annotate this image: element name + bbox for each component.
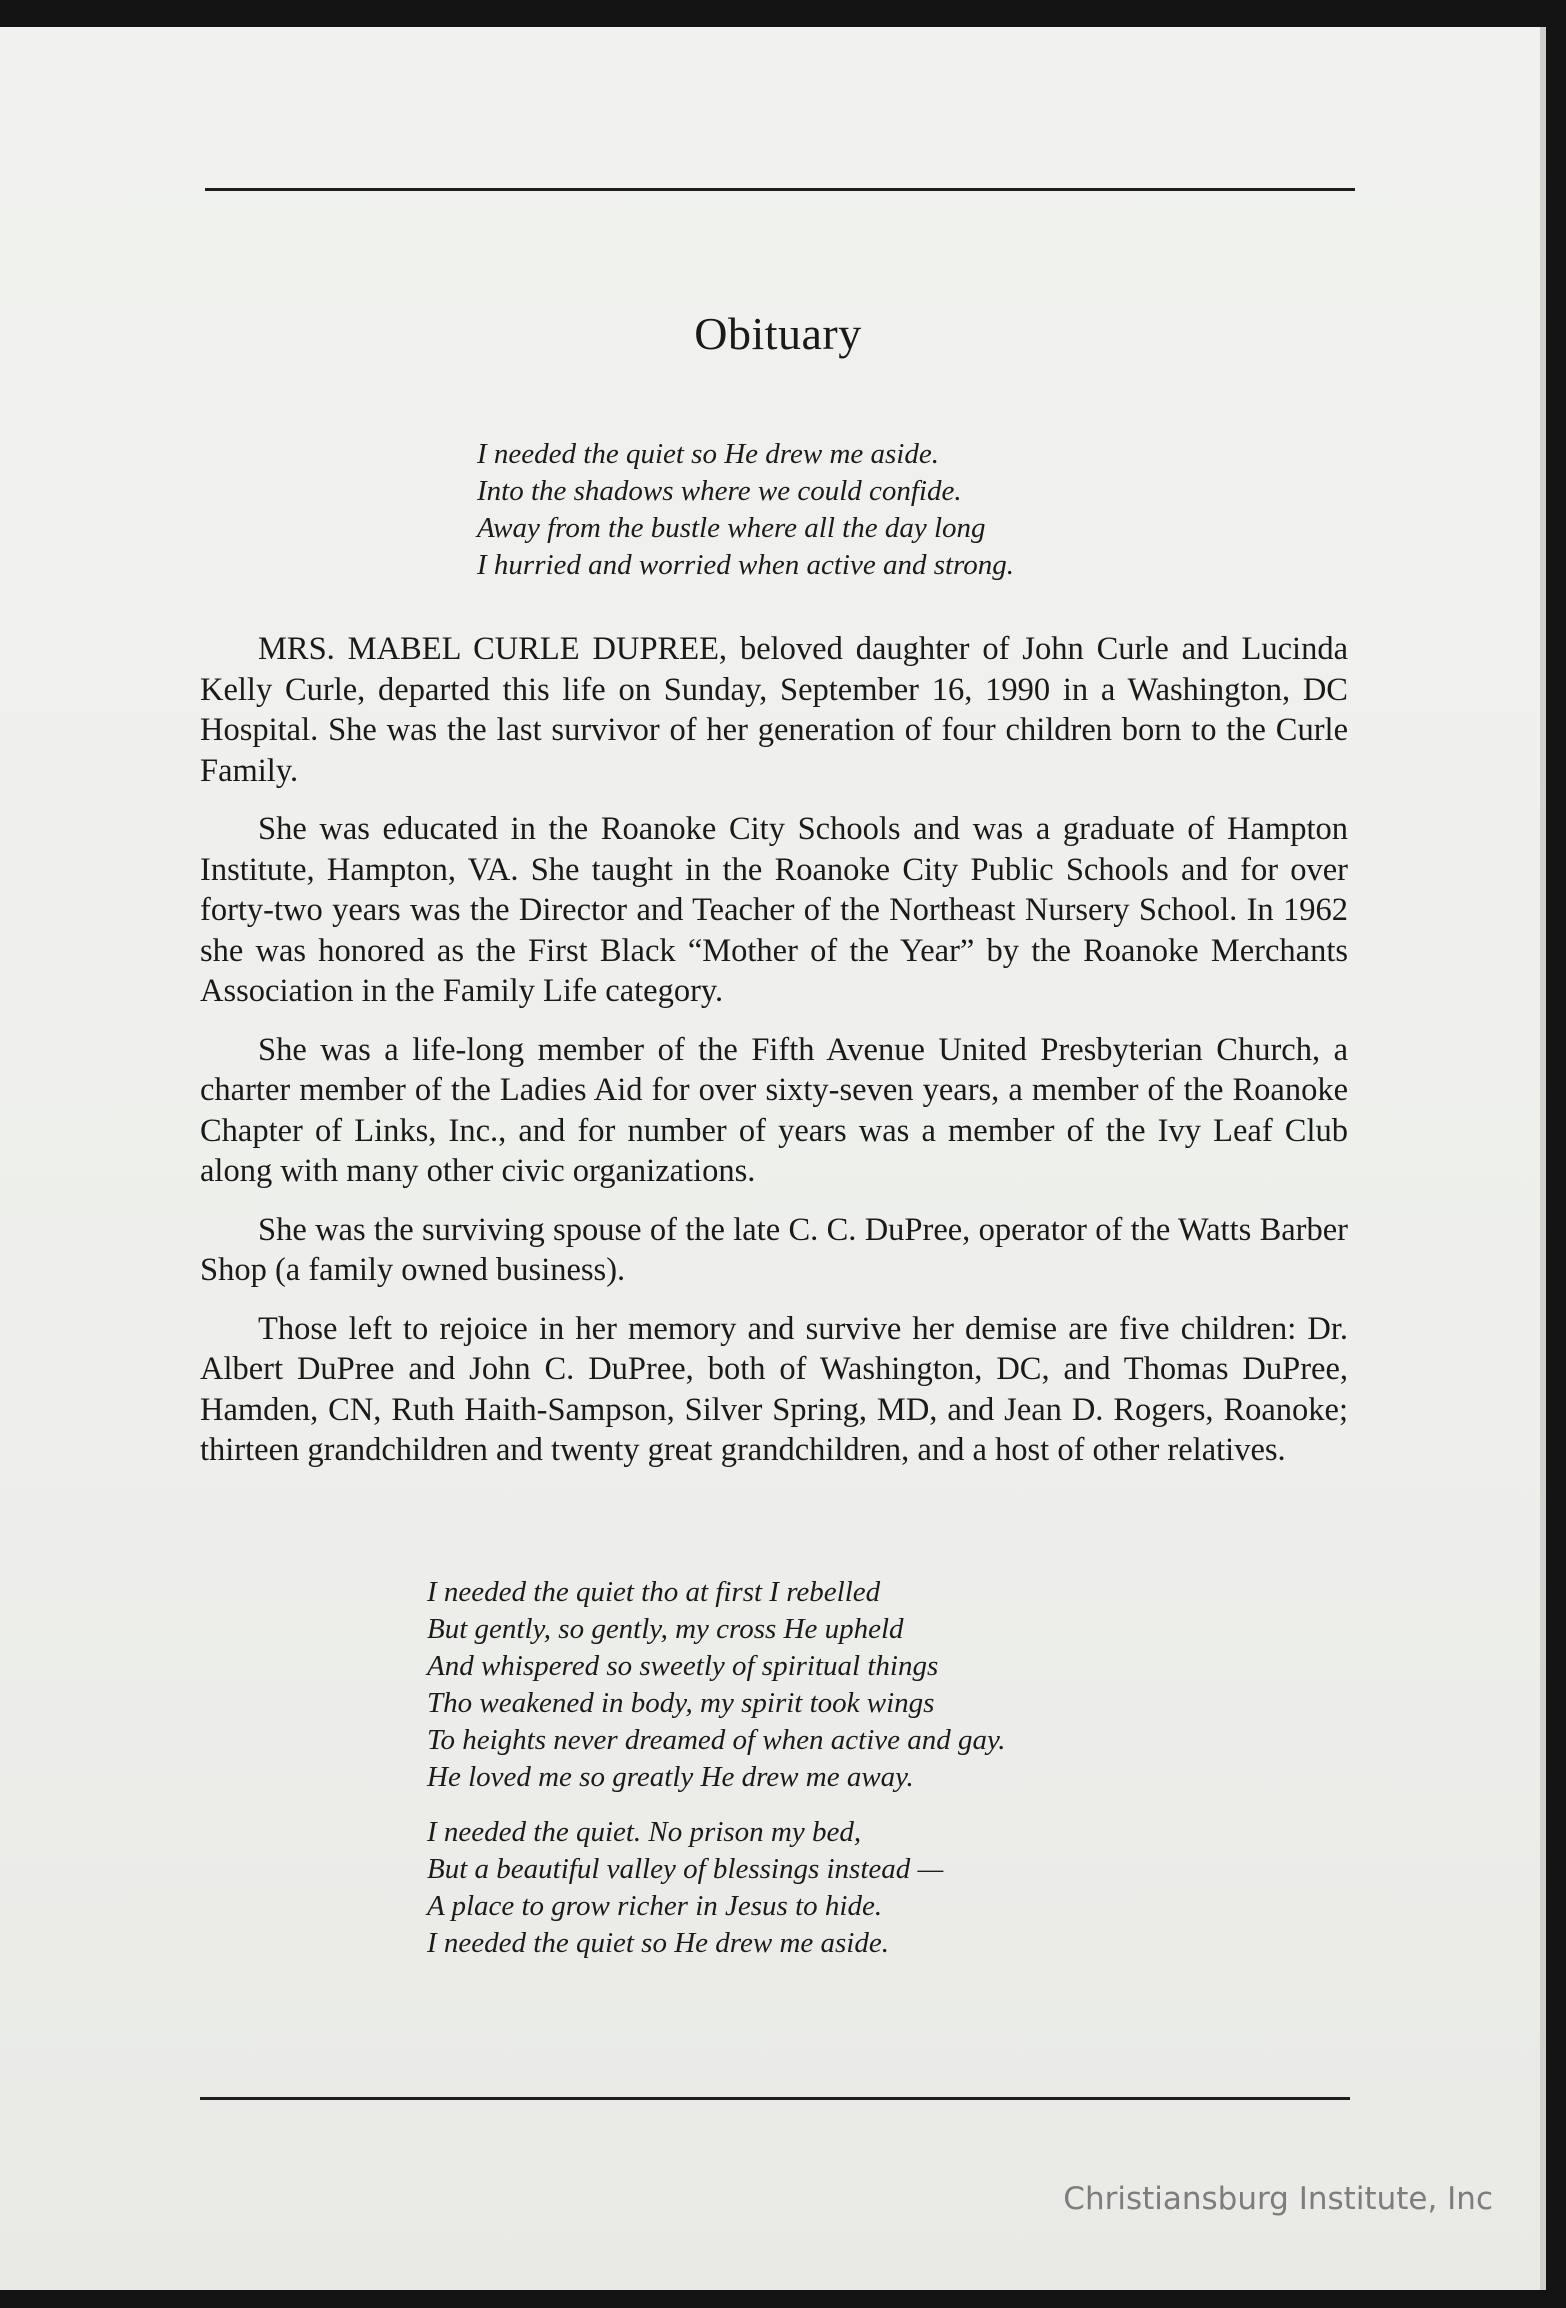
poem-line: To heights never dreamed of when active and gay. bbox=[427, 1724, 1006, 1756]
obituary-body bbox=[200, 629, 1348, 1489]
poem-line: I hurried and worried when active and strong. bbox=[477, 549, 1014, 581]
poem-line: Away from the bustle where all the day long bbox=[477, 512, 986, 544]
paragraph: She was educated in the Roanoke City Schools and was a graduate of Hampton Institute, Hampton, VA. She taught in the Roanoke City Public Schools and for over forty-two years was the Director and Teacher of the Northeast Nursery School. In 1962 she was honored as the First Black “Mother of the Year” by the Roanoke Merchants Association in the Family Life category. bbox=[200, 811, 1348, 1009]
bottom-divider bbox=[200, 2097, 1350, 2100]
poem-line: But gently, so gently, my cross He upheld bbox=[427, 1613, 904, 1645]
document-page bbox=[0, 27, 1546, 2290]
watermark-text: Christiansburg Institute, Inc bbox=[1063, 2181, 1493, 2217]
paragraph: She was a life-long member of the Fifth Avenue United Presbyterian Church, a charter member of the Ladies Aid for over sixty-seven years, a member of the Roanoke Chapter of Links, Inc., and for number of years was a member of the Ivy Leaf Club along with many other civic organizations. bbox=[200, 1031, 1348, 1189]
poem-line: I needed the quiet so He drew me aside. bbox=[427, 1927, 889, 1959]
poem-line: A place to grow richer in Jesus to hide. bbox=[427, 1890, 883, 1922]
poem-line: But a beautiful valley of blessings instead — bbox=[427, 1853, 944, 1885]
poem-line: I needed the quiet so He drew me aside. bbox=[477, 438, 939, 470]
closing-poem-stanza-2 bbox=[427, 1814, 943, 1962]
paragraph: Those left to rejoice in her memory and survive her demise are five children: Dr. Albert DuPree and John C. DuPree, both of Washington, DC, and Thomas DuPree, Hamden, CN, Ruth Haith-Sampson, Silver Spring, MD, and Jean D. Rogers, Roanoke; thirteen grandchildren and twenty great grandchildren, and a host of other relatives. bbox=[200, 1310, 1348, 1468]
closing-poem-stanza-1 bbox=[427, 1574, 1006, 1796]
poem-line: Into the shadows where we could confide. bbox=[477, 475, 962, 507]
poem-line: He loved me so greatly He drew me away. bbox=[427, 1761, 914, 1793]
paragraph: MRS. MABEL CURLE DUPREE, beloved daughter of John Curle and Lucinda Kelly Curle, departed this life on Sunday, September 16, 1990 in a Washington, DC Hospital. She was the last survivor of her generation of four children born to the Curle Family. bbox=[200, 631, 1348, 789]
paragraph: She was the surviving spouse of the late C. C. DuPree, operator of the Watts Barber Shop (a family owned business). bbox=[200, 1211, 1348, 1288]
poem-line: I needed the quiet tho at first I rebelled bbox=[427, 1576, 881, 1608]
page-title: Obituary bbox=[694, 308, 862, 359]
top-divider bbox=[205, 188, 1355, 191]
poem-line: Tho weakened in body, my spirit took wings bbox=[427, 1687, 935, 1719]
intro-poem bbox=[477, 436, 1014, 584]
poem-line: And whispered so sweetly of spiritual things bbox=[427, 1650, 939, 1682]
poem-line: I needed the quiet. No prison my bed, bbox=[427, 1816, 862, 1848]
